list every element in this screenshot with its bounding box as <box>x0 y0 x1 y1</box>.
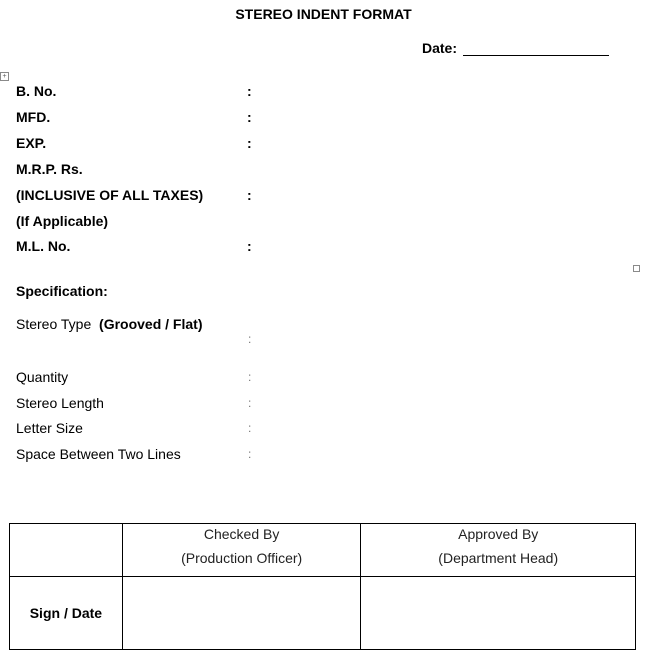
field-if-applicable-label: (If Applicable) <box>16 213 109 229</box>
sign-table-header-row <box>10 524 636 577</box>
stereo-type-row <box>16 316 202 332</box>
approved-by-label: Approved By <box>458 526 539 542</box>
checked-by-label: Checked By <box>203 526 280 542</box>
approved-by-role: (Department Head) <box>438 550 559 566</box>
spec-letter-size-colon: : <box>248 421 252 435</box>
field-ml-no-colon: : <box>247 238 252 254</box>
field-mfd-label: MFD. <box>16 109 51 125</box>
field-exp-label: EXP. <box>16 135 47 151</box>
approved-by-signature-cell[interactable] <box>361 577 636 650</box>
sign-table-empty-cell <box>10 524 123 577</box>
checked-by-signature-cell[interactable] <box>122 577 361 650</box>
field-batch-no-colon: : <box>247 83 252 99</box>
page-title: STEREO INDENT FORMAT <box>235 6 412 22</box>
spec-stereo-length-colon: : <box>248 396 252 410</box>
spec-line-spacing-label: Space Between Two Lines <box>16 446 181 462</box>
field-exp-colon: : <box>247 135 252 151</box>
checked-by-cell <box>122 524 361 577</box>
field-mfd-colon: : <box>247 109 252 125</box>
stereo-type-label: Stereo Type <box>16 316 92 332</box>
sign-table-sign-row <box>10 577 636 650</box>
date-fill-line[interactable] <box>463 55 609 56</box>
stereo-type-value: (Grooved / Flat) <box>99 316 203 332</box>
approved-by-cell <box>361 524 636 577</box>
spec-quantity-colon: : <box>248 370 252 384</box>
spec-stereo-length-label: Stereo Length <box>16 395 104 411</box>
field-inclusive-taxes-label: (INCLUSIVE OF ALL TAXES) <box>16 187 204 203</box>
checked-by-role: (Production Officer) <box>181 550 303 566</box>
stereo-type-colon: : <box>248 332 252 346</box>
date-label: Date: <box>422 40 458 56</box>
move-handle-icon[interactable]: + <box>0 72 9 81</box>
field-ml-no-label: M.L. No. <box>16 238 71 254</box>
resize-handle-icon[interactable] <box>633 265 640 272</box>
spec-quantity-label: Quantity <box>16 369 69 385</box>
spec-line-spacing-colon: : <box>248 447 252 461</box>
field-mrp-label: M.R.P. Rs. <box>16 161 83 177</box>
sign-table <box>9 523 636 650</box>
field-batch-no-label: B. No. <box>16 83 57 99</box>
field-inclusive-taxes-colon: : <box>247 187 252 203</box>
spec-letter-size-label: Letter Size <box>16 420 83 436</box>
sign-date-label: Sign / Date <box>10 577 123 650</box>
specification-heading: Specification: <box>16 283 108 299</box>
